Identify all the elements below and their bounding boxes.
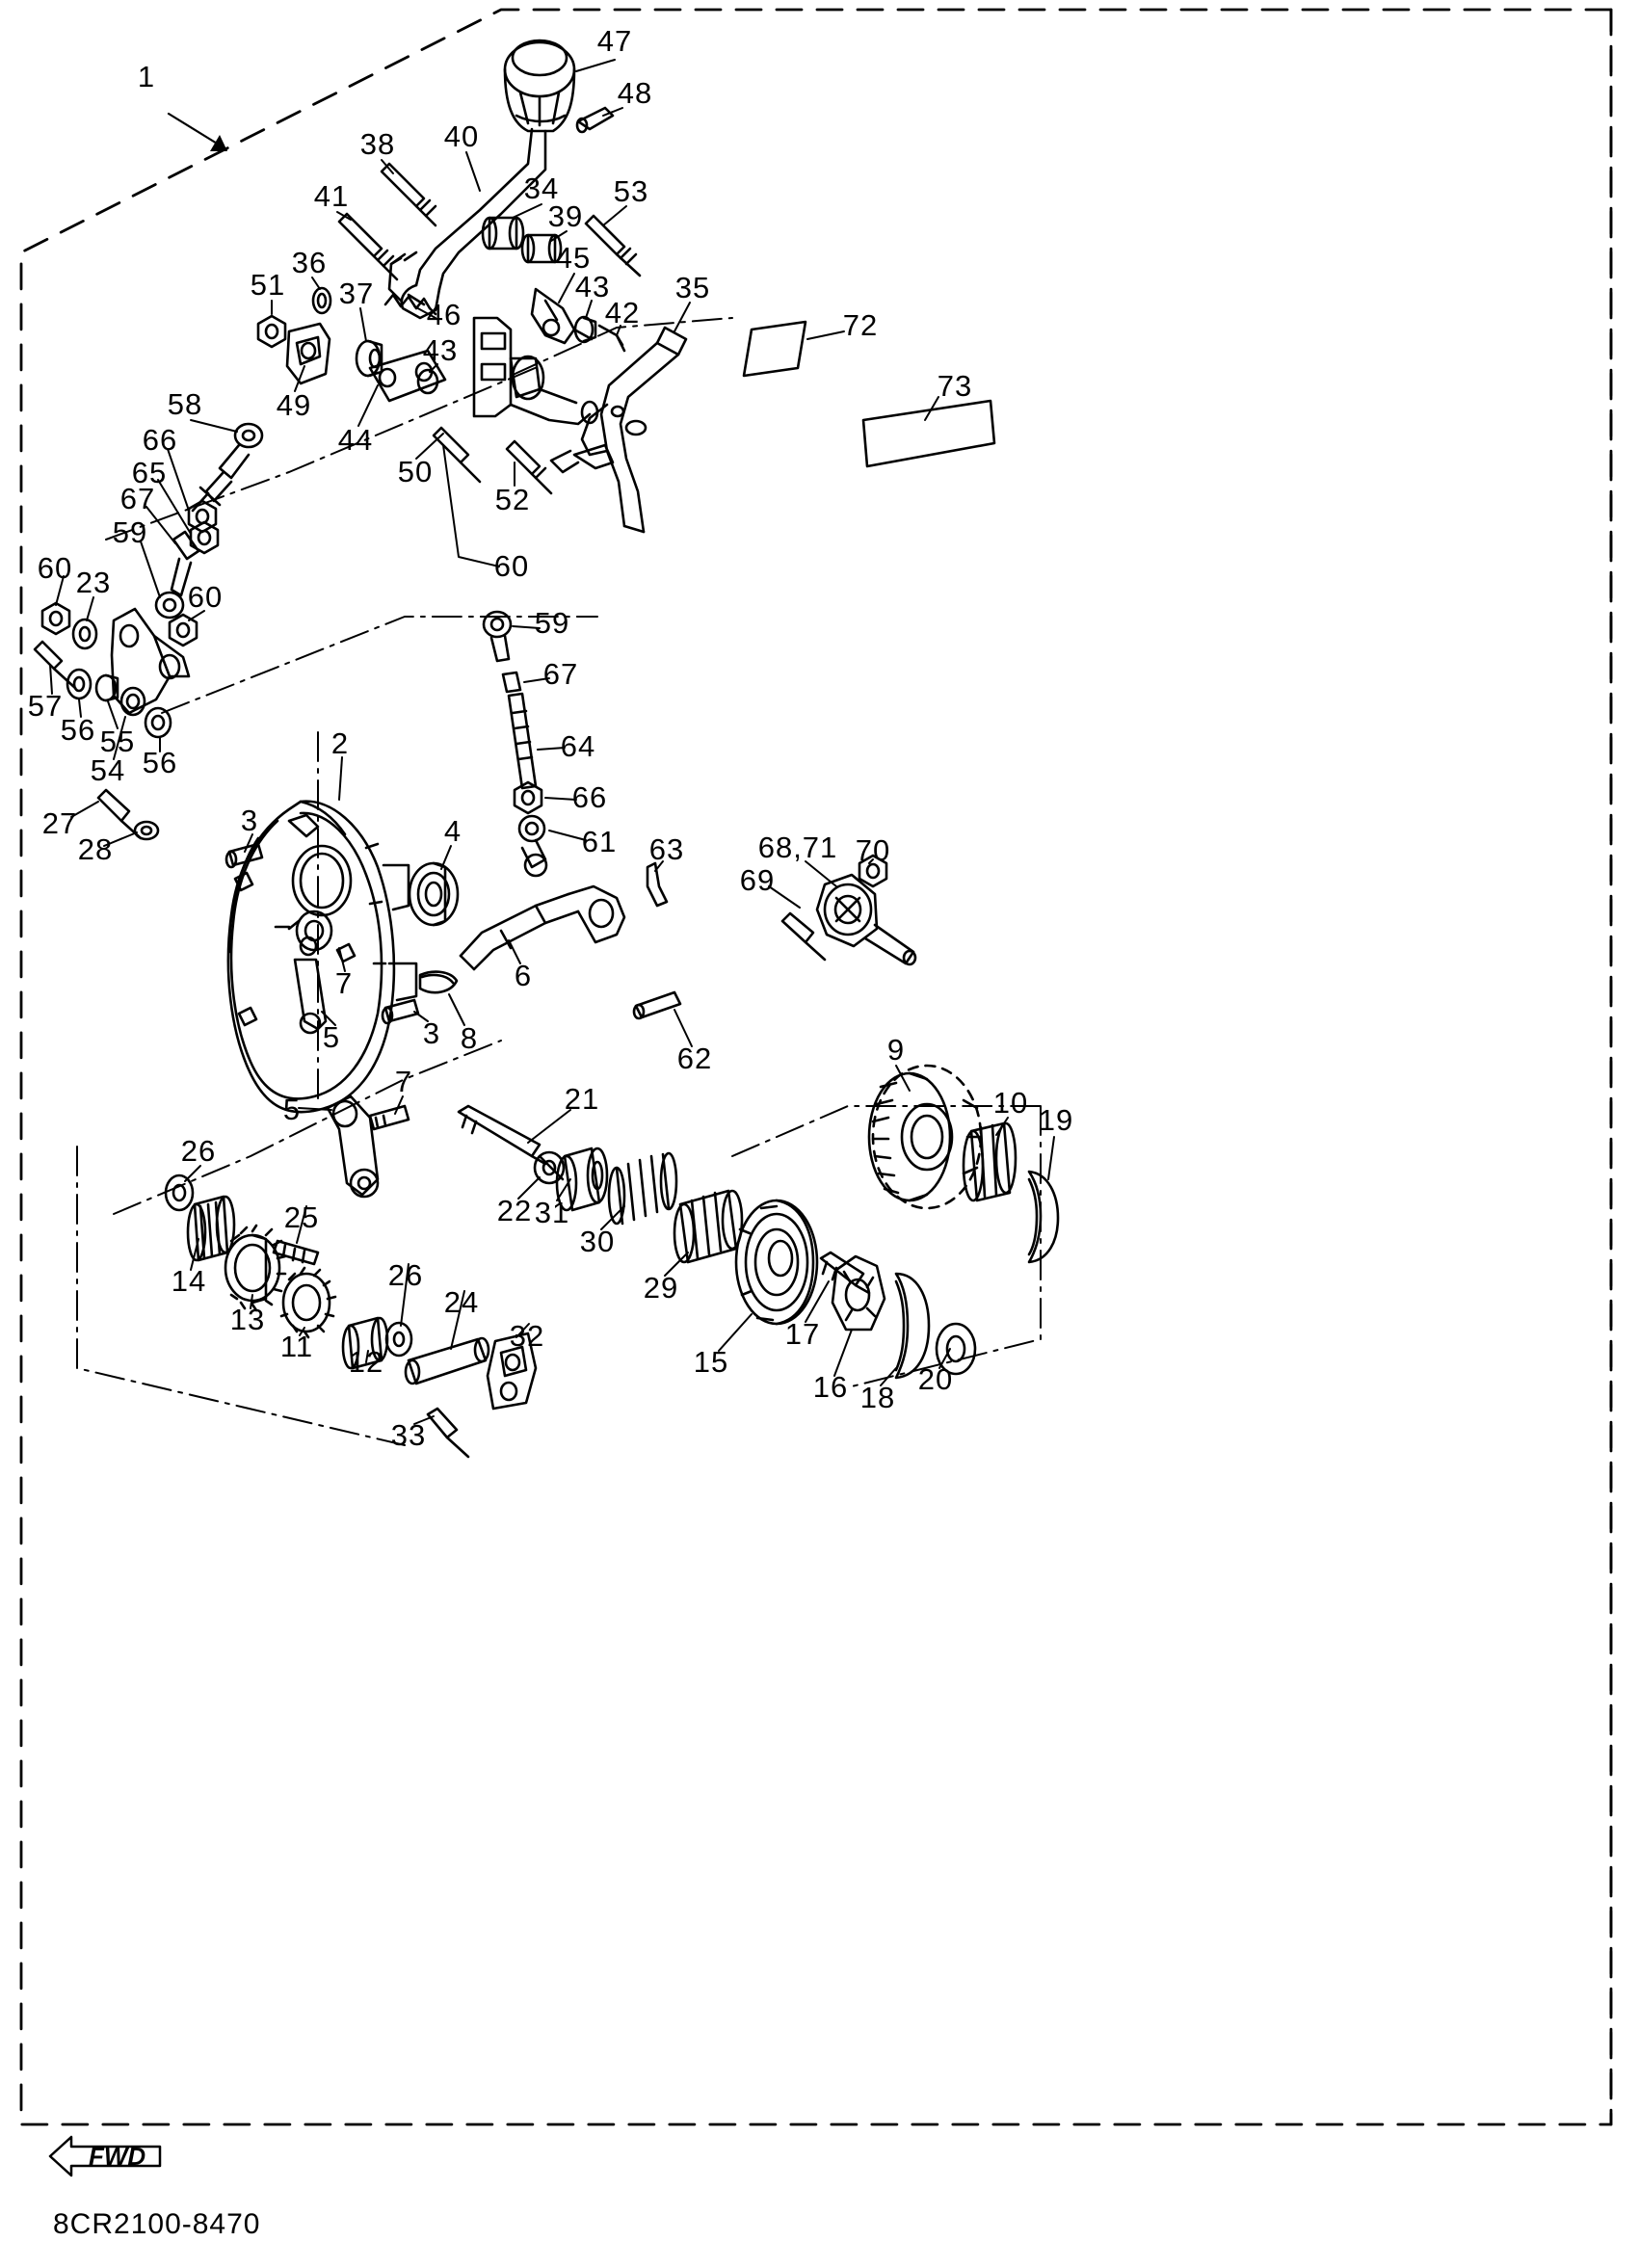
rod-end-59-center (484, 612, 511, 661)
bolt-7 (370, 1106, 409, 1129)
bolt-53 (586, 216, 640, 276)
callout-number: 4 (443, 814, 462, 848)
bearing-10 (964, 1123, 1016, 1200)
callout-number: 25 (283, 1200, 320, 1234)
callout-number: 28 (77, 832, 114, 866)
shaft-35 (582, 328, 686, 532)
callout-number: 5 (322, 1020, 341, 1054)
callout-number: 56 (142, 746, 178, 779)
callout-number: 21 (564, 1082, 600, 1116)
washer-26-right (386, 1323, 411, 1356)
shift-knob-assembly (505, 40, 574, 131)
callout-number: 7 (334, 966, 354, 1000)
bolt-57 (35, 642, 75, 688)
callout-number: 51 (250, 268, 286, 302)
callout-number: 1 (137, 60, 156, 93)
callout-number: 29 (643, 1271, 679, 1305)
gear-11 (281, 1268, 335, 1337)
callout-number: 26 (180, 1134, 217, 1168)
callout-number: 8 (460, 1021, 479, 1055)
bushing-37 (357, 341, 382, 376)
callout-number: 26 (387, 1258, 424, 1292)
callout-number: 34 (523, 171, 560, 205)
shift-arm-54 (112, 609, 189, 715)
callout-number: 3 (422, 1016, 441, 1050)
callout-number: 36 (291, 246, 328, 279)
bracket-49 (287, 324, 330, 383)
sleeve-34 (483, 218, 523, 249)
bolt-69 (782, 913, 825, 960)
callout-number: 43 (422, 333, 459, 367)
callout-number: 13 (229, 1303, 266, 1336)
washer-26-left (166, 1175, 193, 1210)
rod-64 (509, 694, 536, 788)
callout-number: 30 (579, 1225, 616, 1258)
plate-72 (744, 322, 806, 376)
callout-number: 49 (276, 388, 312, 422)
washer-23 (73, 620, 96, 648)
bearing-4 (410, 863, 458, 925)
callout-number: 3 (240, 804, 259, 837)
rod-67-center (503, 672, 520, 692)
bolt-41 (339, 214, 397, 279)
callout-number: 43 (574, 270, 611, 303)
callout-number: 60 (493, 549, 530, 583)
callout-number: 17 (784, 1317, 821, 1351)
callout-number: 46 (426, 298, 462, 331)
clutch-disc-15 (736, 1200, 817, 1324)
callout-number: 19 (1038, 1103, 1074, 1137)
callout-number: 65 (131, 456, 168, 489)
switch-assembly-68-71 (817, 875, 915, 964)
callout-number: 55 (99, 725, 136, 758)
callout-number: 24 (443, 1285, 480, 1319)
nut-60-b (42, 603, 69, 634)
callout-number: 40 (443, 119, 480, 153)
shaft-25 (274, 1241, 318, 1264)
callout-number: 11 (279, 1330, 314, 1363)
washer-36 (313, 288, 330, 313)
washer-43 (575, 317, 595, 342)
nut-65 (191, 522, 218, 553)
callout-number: 66 (142, 423, 178, 457)
callout-number: 62 (676, 1042, 713, 1075)
diagram-border (21, 10, 1611, 2124)
callout-number: 67 (119, 482, 156, 515)
callout-number: 22 (496, 1194, 533, 1227)
callout-number: 59 (534, 606, 570, 640)
washer-28 (135, 822, 158, 839)
callout-number: 60 (187, 580, 224, 614)
callout-number: 15 (693, 1345, 729, 1379)
callout-number: 72 (842, 308, 879, 342)
callout-number: 63 (648, 832, 685, 866)
callout-number: 5 (282, 1093, 302, 1126)
shift-arm-5 (328, 1096, 378, 1197)
crankcase-cover-2 (228, 802, 416, 1113)
callout-number: 9 (886, 1033, 906, 1067)
callout-number: 66 (571, 780, 608, 814)
bolt-21 (459, 1106, 545, 1164)
callout-number: 68,71 (757, 831, 838, 864)
callout-number: 14 (171, 1264, 207, 1298)
callout-number: 64 (560, 729, 596, 763)
callout-number: 20 (917, 1362, 954, 1396)
plate-16 (832, 1256, 885, 1330)
callout-number: 57 (27, 689, 64, 723)
callout-number: 18 (859, 1381, 896, 1414)
callout-number: 50 (397, 455, 434, 488)
callout-number: 32 (509, 1319, 545, 1353)
callout-number: 48 (617, 76, 653, 110)
gear-9 (869, 1066, 981, 1208)
callout-number: 27 (41, 806, 78, 840)
callout-number: 2 (330, 726, 350, 760)
callout-number: 12 (348, 1345, 384, 1379)
gear-13 (225, 1226, 285, 1310)
callout-number: 60 (37, 551, 73, 585)
callout-number: 31 (534, 1196, 570, 1229)
callout-number: 7 (394, 1065, 413, 1098)
shift-shaft-6 (461, 886, 624, 969)
diagram-part-number: 8CR2100-8470 (53, 2208, 261, 2240)
callout-number: 59 (112, 515, 148, 549)
callout-number: 56 (60, 713, 96, 747)
callout-number: 44 (337, 423, 374, 457)
rod-end-58 (193, 424, 262, 511)
callout-number: 41 (313, 179, 350, 213)
spring-30 (609, 1153, 676, 1224)
callout-number: 39 (547, 199, 584, 233)
callout-number: 61 (581, 825, 618, 858)
callout-number: 45 (555, 241, 592, 275)
callout-number: 53 (613, 174, 649, 208)
callout-number: 54 (90, 753, 126, 787)
rod-end-61 (519, 816, 546, 876)
fwd-label: FWD (89, 2142, 146, 2171)
callout-number: 70 (855, 833, 891, 867)
callout-number: 16 (812, 1370, 849, 1404)
snap-ring-19 (1029, 1172, 1058, 1262)
nut-51 (258, 316, 285, 347)
callout-number: 67 (542, 657, 579, 691)
callout-number: 73 (937, 369, 973, 403)
knob-pin-48 (577, 108, 613, 132)
plate-73 (863, 401, 994, 466)
pin-62 (634, 992, 680, 1018)
circlip-8 (420, 972, 457, 993)
shift-housing-50 (474, 318, 613, 472)
callout-number: 69 (739, 863, 776, 897)
callout-number: 42 (604, 296, 641, 330)
callout-number: 35 (674, 271, 711, 304)
dowel-3-lower (383, 1000, 418, 1023)
fwd-direction-marker (46, 2131, 164, 2181)
bolt-38 (382, 164, 436, 225)
callout-number: 23 (75, 566, 112, 599)
washer-43b (418, 370, 437, 393)
callout-number: 33 (390, 1418, 427, 1452)
damper-29 (674, 1191, 742, 1262)
callout-number: 38 (359, 127, 396, 161)
callout-number: 37 (338, 277, 375, 310)
callout-number: 58 (167, 387, 203, 421)
callout-number: 47 (596, 24, 633, 58)
washer-56-b (145, 708, 171, 737)
callout-number: 52 (494, 483, 531, 516)
callout-number: 6 (514, 959, 533, 992)
callout-number: 10 (992, 1086, 1029, 1120)
pin-24 (406, 1338, 489, 1384)
